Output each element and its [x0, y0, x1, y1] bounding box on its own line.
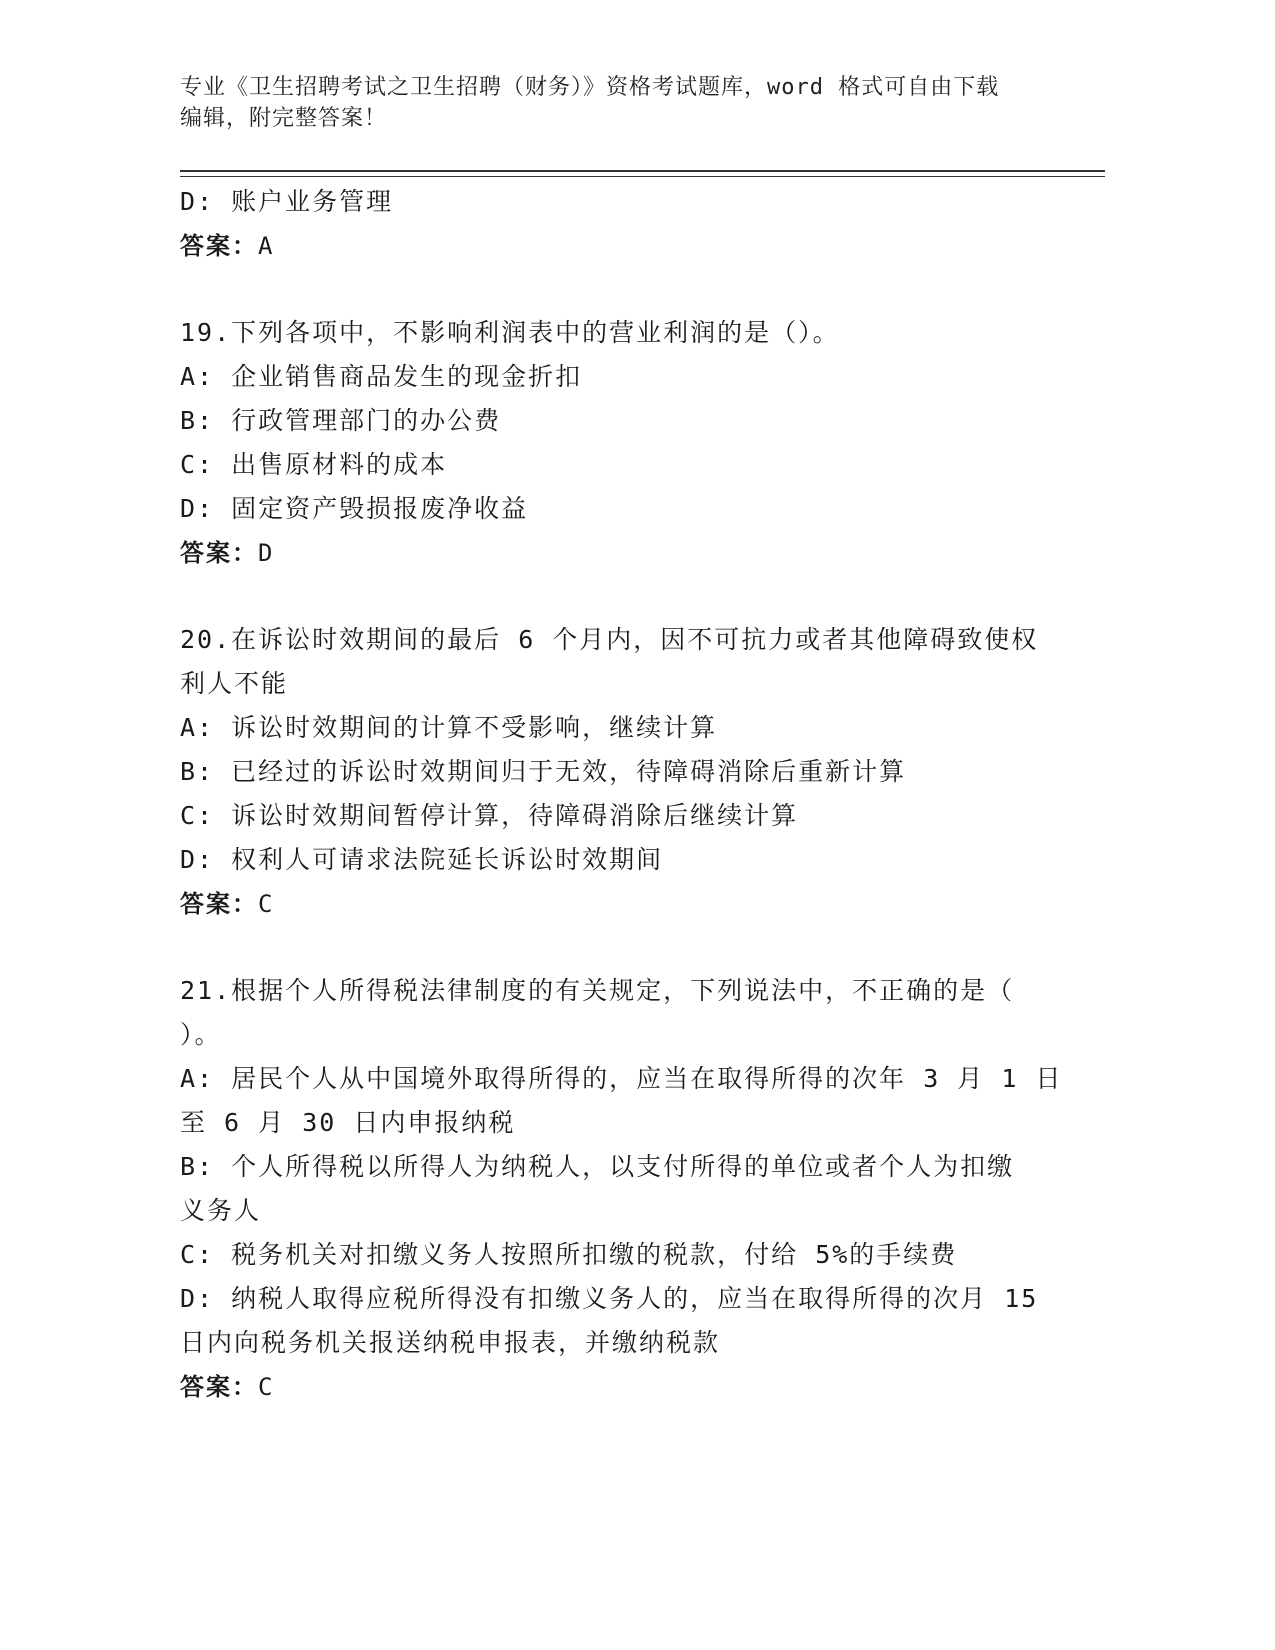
spacer: [180, 268, 1060, 311]
option-c: C: 税务机关对扣缴义务人按照所扣缴的税款，付给 5%的手续费: [180, 1240, 958, 1269]
question-stem-cont: 利人不能: [180, 669, 289, 698]
question-stem-cont: ）。: [180, 1020, 222, 1049]
question-21: [180, 969, 1063, 1409]
answer-value: A: [258, 232, 275, 260]
answer-value: C: [258, 1373, 275, 1401]
question-stem: 19.下列各项中，不影响利润表中的营业利润的是（）。: [180, 318, 840, 347]
header-line-2: 编辑，附完整答案！: [180, 106, 388, 131]
option-a-cont: 至 6 月 30 日内申报纳税: [180, 1108, 516, 1137]
answer-value: D: [258, 539, 275, 567]
answer-label: 答案：: [180, 232, 258, 260]
answer-line: [180, 1365, 1060, 1409]
option-b-cont: 义务人: [180, 1196, 262, 1225]
option-d: D: 固定资产毁损报废净收益: [180, 494, 529, 523]
header-line-1: 专业《卫生招聘考试之卫生招聘（财务）》资格考试题库，word 格式可自由下载: [180, 75, 1000, 100]
option-b: B: 行政管理部门的办公费: [180, 406, 502, 435]
option-b: B: 个人所得税以所得人为纳税人，以支付所得的单位或者个人为扣缴: [180, 1152, 1015, 1181]
option-c: C: 诉讼时效期间暂停计算，待障碍消除后继续计算: [180, 801, 799, 830]
option-d: D: 纳税人取得应税所得没有扣缴义务人的，应当在取得所得的次月 15: [180, 1284, 1039, 1313]
option-a: A: 企业销售商品发生的现金折扣: [180, 362, 583, 391]
answer-line: [180, 224, 1060, 268]
option-a: A: 诉讼时效期间的计算不受影响，继续计算: [180, 713, 718, 742]
document-body: [180, 180, 1063, 1409]
header-divider-thin: [180, 176, 1105, 177]
option-d: D: 权利人可请求法院延长诉讼时效期间: [180, 845, 664, 874]
answer-line: [180, 531, 1060, 575]
answer-value: C: [258, 890, 275, 918]
option-d: D: 账户业务管理: [180, 187, 394, 216]
header-divider-thick: [180, 170, 1105, 172]
document-header: [180, 72, 1060, 134]
spacer: [180, 575, 1060, 618]
answer-label: 答案：: [180, 539, 258, 567]
answer-line: [180, 882, 1060, 926]
option-d-cont: 日内向税务机关报送纳税申报表，并缴纳税款: [180, 1328, 721, 1357]
answer-label: 答案：: [180, 890, 258, 918]
option-b: B: 已经过的诉讼时效期间归于无效，待障碍消除后重新计算: [180, 757, 907, 786]
question-19: [180, 311, 1060, 575]
question-stem: 21.根据个人所得税法律制度的有关规定，下列说法中，不正确的是（: [180, 976, 1015, 1005]
question-20: [180, 618, 1060, 926]
option-a: A: 居民个人从中国境外取得所得的，应当在取得所得的次年 3 月 1 日: [180, 1064, 1063, 1093]
answer-label: 答案：: [180, 1373, 258, 1401]
option-c: C: 出售原材料的成本: [180, 450, 448, 479]
previous-question-tail: [180, 180, 1060, 268]
question-stem: 20.在诉讼时效期间的最后 6 个月内，因不可抗力或者其他障碍致使权: [180, 625, 1039, 654]
spacer: [180, 926, 1060, 969]
